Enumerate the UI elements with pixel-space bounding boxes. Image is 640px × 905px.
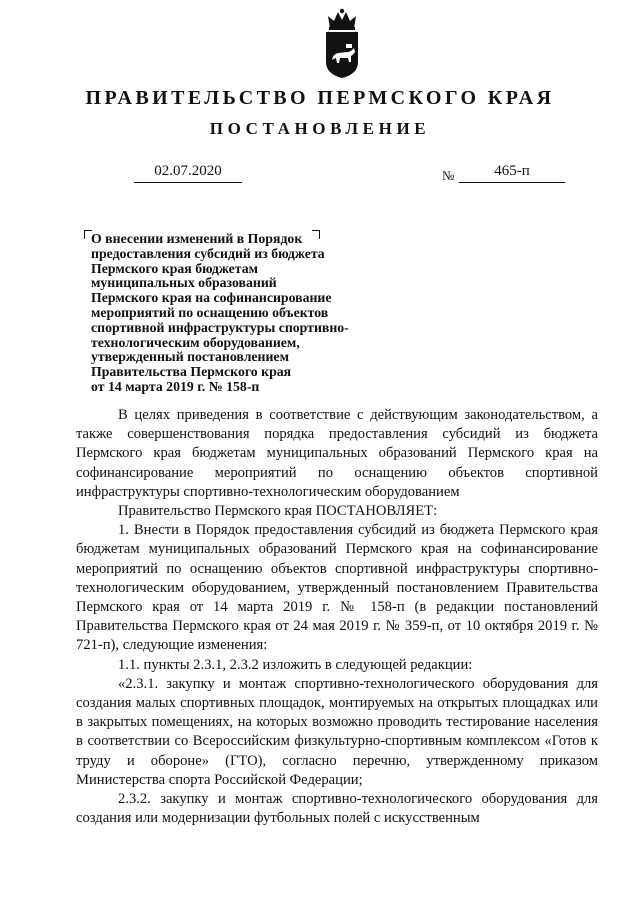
subject-line: предоставления субсидий из бюджета [91, 245, 325, 261]
subject-line: Правительства Пермского края [91, 364, 292, 380]
body-paragraph: «2.3.1. закупку и монтаж спортивно-технологического оборудования для создания малых спортивных площадок, монтируемых на открытых площадках или в закрытых помещениях, на которых возможно проводить тестирование населения в соответствии со Всероссийским физкультурно-спортивным комплексом «Готов к труду и обороне» (ГТО), согласно перечню, утвержденному приказом Министерства спорта Российской Федерации; [76, 675, 598, 788]
subject-line: утвержденный постановлением [91, 349, 289, 365]
government-title: ПРАВИТЕЛЬСТВО ПЕРМСКОГО КРАЯ [85, 87, 555, 109]
subject-line: муниципальных образований [91, 275, 277, 291]
subject-line: Пермского края на софинансирование [91, 290, 332, 306]
document-date: 02.07.2020 [134, 163, 242, 183]
coat-of-arms-icon [318, 8, 366, 80]
body-paragraph: В целях приведения в соответствие с действующим законодательством, а также совершенствования порядка предоставления субсидий из бюджета Пермского края бюджетам муниципальных образований Пермского края на софинансирование мероприятий по оснащению объектов спортивной инфраструктуры спортивно-технологическим оборудованием [76, 407, 598, 500]
number-sign: № [442, 168, 455, 183]
document-body [76, 406, 598, 828]
document-subject [91, 232, 391, 395]
body-paragraph: 1.1. пункты 2.3.1, 2.3.2 изложить в следующей редакции: [118, 656, 473, 673]
subject-line: от 14 марта 2019 г. № 158-п [91, 378, 260, 394]
subject-line: Пермского края бюджетам [91, 260, 259, 276]
subject-line: спортивной инфраструктуры спортивно- [91, 319, 349, 335]
document-type: ПОСТАНОВЛЕНИЕ [209, 119, 431, 138]
body-paragraph: 1. Внести в Порядок предоставления субсидий из бюджета Пермского края бюджетам муниципальных образований Пермского края на софинансирование мероприятий по оснащению объектов спортивной инфраструктуры спортивно-технологическим оборудованием, утвержденный постановлением Правительства Пермского края от 14 марта 2019 г. № 158-п (в редакции постановлений Правительства Пермского края от 24 мая 2019 г. № 359-п, от 10 октября 2019 г. № 721-п), следующие изменения: [76, 522, 598, 654]
subject-line: технологическим оборудованием, [91, 334, 300, 350]
subject-line: мероприятий по оснащению объектов [91, 304, 329, 320]
document-number: 465-п [459, 163, 565, 183]
body-paragraph: 2.3.2. закупку и монтаж спортивно-технологического оборудования для создания или модернизации футбольных полей с искусственным [76, 791, 598, 827]
body-paragraph: Правительство Пермского края ПОСТАНОВЛЯЕТ: [118, 503, 438, 520]
subject-line: О внесении изменений в Порядок [91, 231, 303, 246]
